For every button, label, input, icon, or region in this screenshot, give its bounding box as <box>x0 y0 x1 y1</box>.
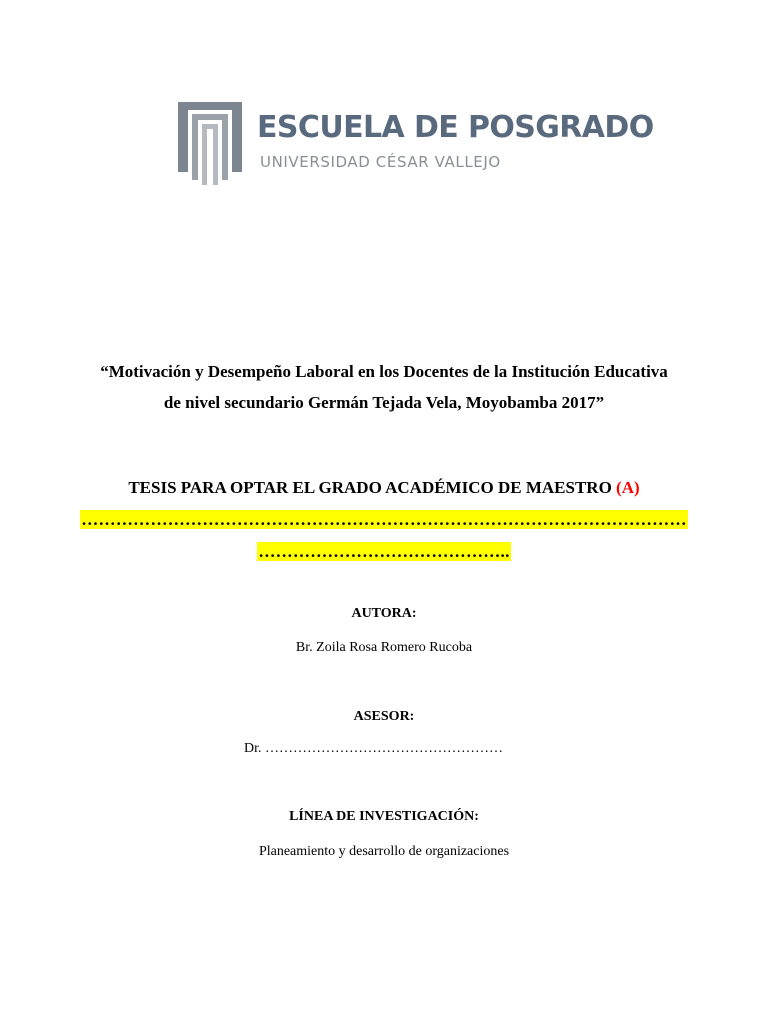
autora-label: AUTORA: <box>351 606 417 621</box>
placeholder-line-2-wrapper <box>0 542 768 562</box>
logo-subtitle: UNIVERSIDAD CÉSAR VALLEJO <box>260 153 501 171</box>
asesor-label: ASESOR: <box>353 709 415 724</box>
degree-placeholder-line-1: …………………………………………………………………………………………… <box>81 510 687 529</box>
thesis-title-line-1: “Motivación y Desempeño Laboral en los Docentes de la Institución Educativa <box>100 362 668 381</box>
degree-heading <box>0 478 768 498</box>
asesor-value: Dr. …………………………………………… <box>244 741 503 756</box>
university-logo <box>176 100 654 190</box>
logo-title: ESCUELA DE POSGRADO <box>257 110 654 145</box>
degree-suffix: (A) <box>616 478 640 497</box>
degree-text: TESIS PARA OPTAR EL GRADO ACADÉMICO DE MAESTRO <box>128 478 617 497</box>
linea-investigacion-value: Planeamiento y desarrollo de organizaciones <box>258 844 510 859</box>
autora-name: Br. Zoila Rosa Romero Rucoba <box>295 640 473 655</box>
degree-placeholder-line-2: …………………………………….. <box>258 542 510 561</box>
linea-investigacion-label: LÍNEA DE INVESTIGACIÓN: <box>289 809 479 824</box>
university-emblem-icon <box>176 100 246 190</box>
placeholder-line-1-wrapper <box>0 510 768 530</box>
thesis-title-line-2: de nivel secundario Germán Tejada Vela, Moyobamba 2017” <box>163 393 605 412</box>
